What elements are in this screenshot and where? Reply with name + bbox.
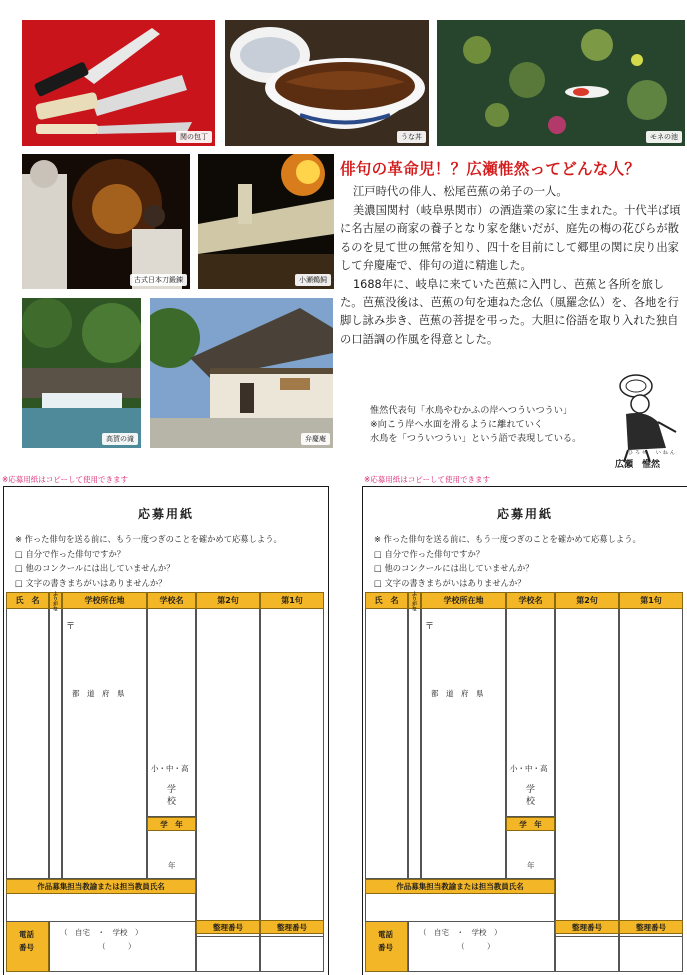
reg-no-header: 整理番号: [619, 920, 683, 934]
monet-pond-photo: [437, 20, 685, 146]
checklist: [15, 532, 282, 590]
reg-no-header: 整理番号: [196, 920, 260, 934]
reg-no-field[interactable]: [555, 934, 619, 972]
article: [340, 157, 685, 349]
prefecture-label: 都 道 府 県: [72, 689, 125, 698]
benkei-an-illustration: [150, 298, 333, 448]
checklist-item[interactable]: □ 自分で作った俳句ですか？: [374, 548, 485, 559]
photo-caption: 高賀の滝: [102, 433, 138, 445]
grade-field[interactable]: [506, 831, 555, 879]
school-levels: 小・中・高: [151, 764, 189, 773]
kouka-falls-photo: [22, 298, 141, 448]
checklist-intro: ※ 作った俳句を送る前に、もう一度つぎのことを確かめて応募しよう。: [15, 534, 282, 544]
phone-label: 番号: [19, 943, 34, 952]
haiku-line: ※向こう岸へ水面を滑るように離れていく: [370, 419, 544, 430]
article-paragraph: 1688年に、岐阜に来ていた芭蕉に入門し、芭蕉と各所を旅した。芭蕉没後は、芭蕉の句を連ねた念仏（風羅念仏）を、各地を行脚し詠み歩き、芭蕉の菩提を弔った。大胆に俗語を取り入れた独自の口語調の作風を得意とした。: [340, 278, 679, 346]
address-field[interactable]: [62, 609, 147, 879]
application-form: [3, 486, 329, 975]
grade-header: 学 年: [506, 817, 555, 831]
school-kanji: 学: [167, 785, 177, 795]
entry-table: [365, 592, 687, 975]
katana-forging-photo: [22, 154, 190, 289]
photo-caption: うな丼: [397, 131, 426, 143]
phone-paren: （ ）: [457, 942, 495, 951]
katana-forging-illustration: [22, 154, 190, 289]
school-levels: 小・中・高: [510, 764, 548, 773]
haiku-line: 水鳥を「つういつうい」という語で表現している。: [370, 433, 582, 444]
furigana-field[interactable]: [49, 609, 62, 879]
name-header: 氏 名: [365, 592, 408, 609]
prefecture-label: 都 道 府 県: [431, 689, 484, 698]
entry-table: [6, 592, 322, 975]
photo-caption: 関の包丁: [176, 131, 212, 143]
grade-unit: 年: [168, 861, 176, 870]
teacher-field[interactable]: [365, 894, 555, 922]
form-title: 応募用紙: [496, 507, 553, 521]
checklist-item[interactable]: □ 他のコンクールには出していませんか？: [374, 563, 534, 573]
address-header: 学校所在地: [62, 592, 147, 609]
reg-no-header: 整理番号: [555, 920, 619, 934]
unadon-illustration: [225, 20, 429, 146]
copy-note: ※応募用紙はコピーして使用できます: [2, 475, 128, 484]
school-kanji: 校: [167, 797, 177, 807]
article-title: 俳句の革命児！？広瀬惟然ってどんな人？: [340, 160, 641, 178]
furigana-field[interactable]: [408, 609, 421, 879]
reg-no-header: 整理番号: [260, 920, 324, 934]
photo-caption: 弁慶庵: [301, 433, 330, 445]
photo-caption: モネの池: [646, 131, 682, 143]
reg-no-field[interactable]: [260, 934, 324, 972]
phone-label: 電話: [19, 930, 34, 939]
monet-pond-illustration: [437, 20, 685, 146]
ku2-field[interactable]: [555, 609, 619, 937]
knife-photo: [22, 20, 215, 146]
phone-options: （ 自宅 ・ 学校 ）: [60, 928, 143, 937]
checklist-item[interactable]: □ 自分で作った俳句ですか？: [15, 548, 126, 559]
ku1-header: 第1句: [619, 592, 683, 609]
grade-field[interactable]: [147, 831, 196, 879]
reg-no-field[interactable]: [619, 934, 683, 972]
photo-caption: 古式日本刀鍛錬: [130, 274, 187, 286]
ku2-header: 第2句: [196, 592, 260, 609]
name-field[interactable]: [6, 609, 49, 879]
kose-cormorant-illustration: [198, 154, 334, 289]
checklist-intro: ※ 作った俳句を送る前に、もう一度つぎのことを確かめて応募しよう。: [374, 534, 641, 544]
representative-haiku: [370, 404, 581, 446]
kose-cormorant-photo: [198, 154, 334, 289]
checklist-item[interactable]: □ 他のコンクールには出していませんか？: [15, 563, 175, 573]
benkei-an-photo: [150, 298, 333, 448]
address-header: 学校所在地: [421, 592, 506, 609]
ku1-header: 第1句: [260, 592, 324, 609]
school-header: 学校名: [506, 592, 555, 609]
ku2-header: 第2句: [555, 592, 619, 609]
unadon-photo: [225, 20, 429, 146]
article-paragraph: 美濃国関村（岐阜県関市）の酒造業の家に生まれた。十代半ば頃に名古屋の商家の養子となり家を継いだが、庭先の梅の花びらが散るのを見て世の無常を知り、四十を目前にして郷里の関に戻り出家して弁慶庵で、俳句の道に精進した。: [340, 204, 681, 272]
teacher-field[interactable]: [6, 894, 196, 922]
phone-options: （ 自宅 ・ 学校 ）: [419, 928, 502, 937]
name-field[interactable]: [365, 609, 408, 879]
furigana-header: ふりがな: [408, 592, 421, 609]
school-header: 学校名: [147, 592, 196, 609]
furigana-header: ふりがな: [49, 592, 62, 609]
application-form: [362, 486, 687, 975]
reg-no-field[interactable]: [196, 934, 260, 972]
phone-label: 番号: [378, 943, 393, 952]
school-kanji: 校: [526, 797, 536, 807]
phone-label: 電話: [378, 930, 393, 939]
portrait-name: 広瀬 惟然: [615, 460, 661, 470]
copy-note: ※応募用紙はコピーして使用できます: [364, 475, 490, 484]
kouka-falls-illustration: [22, 298, 141, 448]
teacher-header: 作品募集担当教諭または担当教員氏名: [6, 879, 196, 894]
grade-header: 学 年: [147, 817, 196, 831]
knife-illustration: [22, 20, 215, 146]
school-kanji: 学: [526, 785, 536, 795]
grade-unit: 年: [527, 861, 535, 870]
photo-caption: 小瀬鵜飼: [295, 274, 331, 286]
checklist: [374, 532, 641, 590]
haiku-line: 惟然代表句「水鳥やむかふの岸へつういつうい」: [370, 405, 573, 416]
ku1-field[interactable]: [619, 609, 683, 937]
teacher-header: 作品募集担当教諭または担当教員氏名: [365, 879, 555, 894]
address-field[interactable]: [421, 609, 506, 879]
article-paragraph: 江戸時代の俳人、松尾芭蕉の弟子の一人。: [353, 185, 568, 198]
ku2-field[interactable]: [196, 609, 260, 937]
ku1-field[interactable]: [260, 609, 324, 937]
postal-mark: 〒: [425, 622, 435, 632]
phone-paren: （ ）: [98, 942, 136, 951]
checklist-item[interactable]: □ 文字の書きまちがいはありませんか？: [15, 577, 167, 588]
checklist-item[interactable]: □ 文字の書きまちがいはありませんか？: [374, 577, 526, 588]
name-header: 氏 名: [6, 592, 49, 609]
portrait-ruby: ひろせ いねん: [628, 450, 677, 456]
form-title: 応募用紙: [137, 507, 194, 521]
postal-mark: 〒: [66, 622, 76, 632]
